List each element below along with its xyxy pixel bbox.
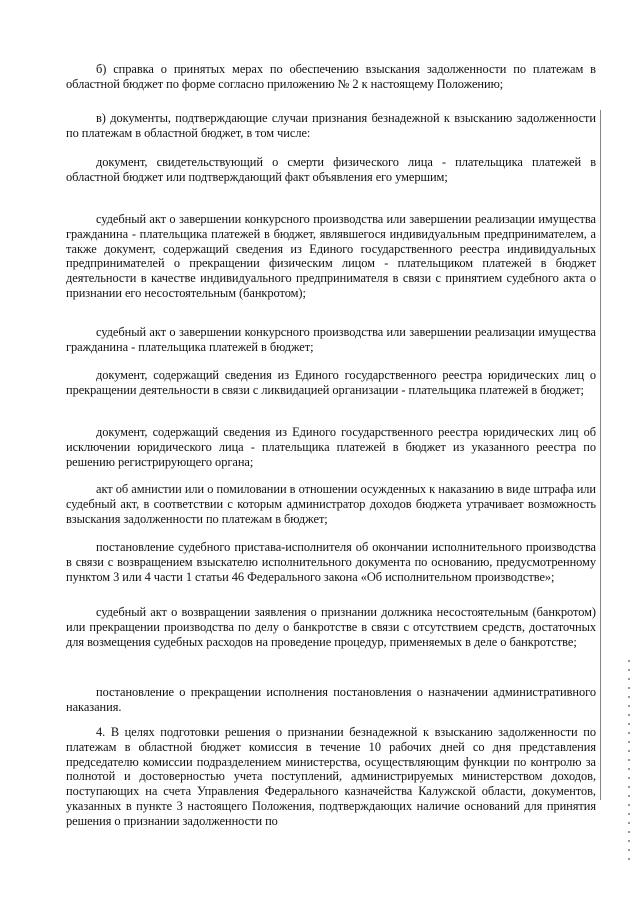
paragraph-bailiff-decree: постановление судебного пристава-исполнителя об окончании исполнительного производства в связи с возвращением взыскателю исполнительного документа по основанию, предусмотренному пунктом 3 или 4 части 1 статьи 46 Федерального закона «Об исполнительном производстве»;: [66, 540, 596, 584]
paragraph-b-spravka: б) справка о принятых мерах по обеспечению взыскания задолженности по платежам в областной бюджет по форме согласно приложению № 2 к настоящему Положению;: [66, 62, 596, 91]
paragraph-item-4: 4. В целях подготовки решения о признании безнадежной к взысканию задолженности по платежам в областной бюджет комиссия в течение 10 рабочих дней со дня представления председателю комиссии подразделением министерства, осуществляющим функции по контролю за полнотой и достоверностью учета поступлений, администрируемых министерством доходов, поступающих на счета Управления Федерального казначейства Калужской области, документов, указанных в пункте 3 настоящего Положения, подтверждающих наличие оснований для принятия решения о признании задолженности по: [66, 725, 596, 828]
paragraph-liquidation: документ, содержащий сведения из Единого государственного реестра юридических лиц о прекращении деятельности в связи с ликвидацией организации - плательщика платежей в бюджет;: [66, 368, 596, 397]
scan-margin-line: [600, 110, 601, 800]
paragraph-death-document: документ, свидетельствующий о смерти физического лица - плательщика платежей в областной бюджет или подтверждающий факт объявления его умершим;: [66, 155, 596, 184]
paragraph-exclusion: документ, содержащий сведения из Единого государственного реестра юридических лиц об исключении юридического лица - плательщика платежей в бюджет из указанного реестра по решению регистрирующего органа;: [66, 425, 596, 469]
paragraph-v-documents: в) документы, подтверждающие случаи признания безнадежной к взысканию задолженности по платежам в областной бюджет, в том числе:: [66, 111, 596, 140]
paragraph-bankruptcy-ip: судебный акт о завершении конкурсного производства или завершении реализации имущества гражданина - плательщика платежей в бюджет, являвшегося индивидуальным предпринимателем, а также документ, содержащий сведения из Единого государственного реестра индивидуальных предпринимателей о прекращении физическим лицом - плательщиком платежей в бюджет деятельности в качестве индивидуального предпринимателя в связи с принятием судебного акта о признании его несостоятельным (банкротом);: [66, 212, 596, 300]
scan-edge-marks: [628, 660, 630, 860]
paragraph-amnesty: акт об амнистии или о помиловании в отношении осужденных к наказанию в виде штрафа или судебный акт, в соответствии с которым администратор доходов бюджета утрачивает возможность взыскания задолженности по платежам в бюджет;: [66, 482, 596, 526]
paragraph-termination: постановление о прекращении исполнения постановления о назначении административного наказания.: [66, 685, 596, 714]
paragraph-bankruptcy-citizen: судебный акт о завершении конкурсного производства или завершении реализации имущества гражданина - плательщика платежей в бюджет;: [66, 325, 596, 354]
paragraph-bankruptcy-return: судебный акт о возвращении заявления о признании должника несостоятельным (банкротом) или прекращении производства по делу о банкротстве в связи с отсутствием средств, достаточных для возмещения судебных расходов на проведение процедур, применяемых в деле о банкротстве;: [66, 605, 596, 649]
